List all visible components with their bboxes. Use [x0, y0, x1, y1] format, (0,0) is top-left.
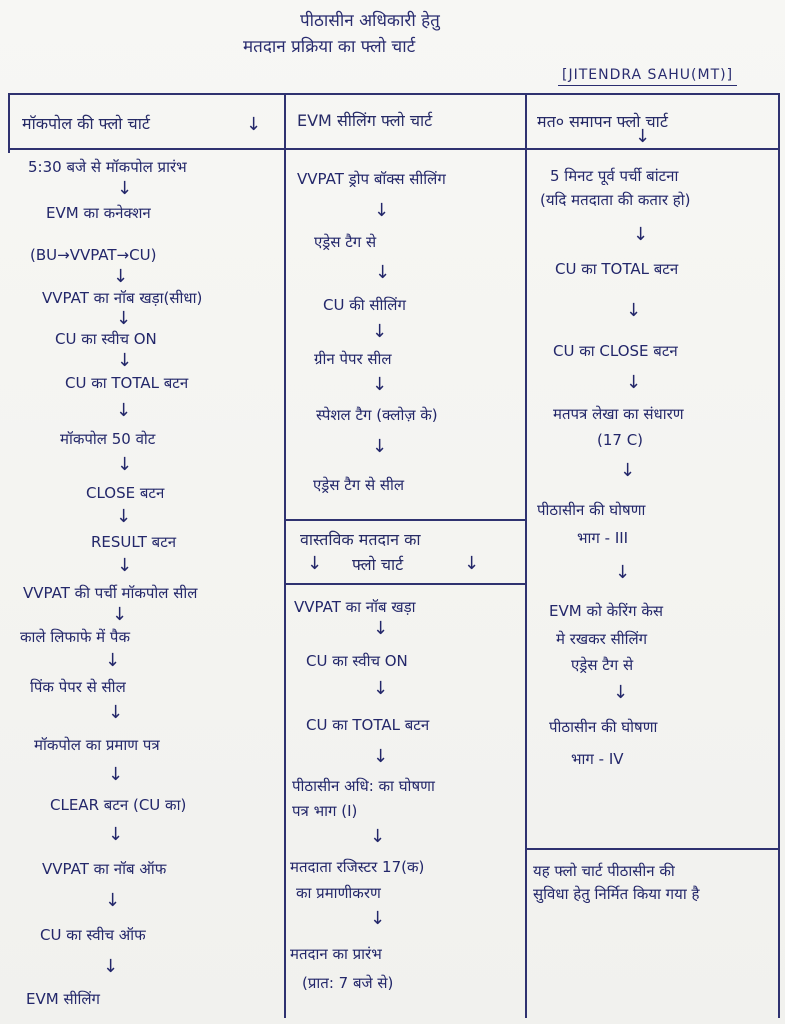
evm-sealing-step: स्पेशल टैग (क्लोज़ के) [316, 406, 438, 424]
mockpoll-step: RESULT बटन [91, 533, 177, 551]
actual-poll-step: का प्रमाणीकरण [296, 884, 381, 902]
poll-close-step: भाग - III [577, 529, 629, 547]
column-divider-1 [284, 93, 286, 1018]
down-arrow-icon: ↓ [108, 702, 124, 723]
mockpoll-step: EVM सीलिंग [26, 990, 100, 1008]
footer-note [533, 860, 783, 906]
footer-note-line2: सुविधा हेतु निर्मित किया गया है [533, 885, 700, 903]
author-label: [JITENDRA SAHU(MT)] [558, 67, 737, 86]
mockpoll-step: VVPAT की पर्ची मॉकपोल सील [23, 584, 198, 602]
down-arrow-icon: ↓ [105, 650, 121, 671]
evm-sealing-step: एड्रेस टैग से [314, 233, 377, 251]
mockpoll-step: (BU→VVPAT→CU) [30, 246, 157, 264]
actual-poll-step: मतदान का प्रारंभ [290, 945, 382, 963]
column-title-divider [8, 148, 778, 150]
down-arrow-icon: ↓ [117, 350, 133, 371]
actual-poll-title-line1: वास्तविक मतदान का [300, 530, 421, 549]
header-divider [8, 93, 778, 95]
down-arrow-icon: ↓ [113, 266, 129, 287]
down-arrow-icon: ↓ [372, 436, 388, 457]
down-arrow-icon: ↓ [615, 562, 631, 583]
actual-poll-step: VVPAT का नॉब खड़ा [294, 598, 416, 616]
column-divider-2 [525, 93, 527, 1018]
down-arrow-icon: ↓ [373, 618, 389, 639]
poll-close-step: (17 C) [597, 431, 644, 449]
down-arrow-icon: ↓ [620, 460, 636, 481]
poll-close-step: CU का TOTAL बटन [555, 260, 679, 278]
poll-close-column-title: मत० समापन फ्लो चार्ट [537, 112, 668, 131]
mockpoll-step: 5:30 बजे से मॉकपोल प्रारंभ [28, 158, 187, 176]
poll-close-step: 5 मिनट पूर्व पर्ची बांटना [550, 167, 679, 185]
actual-poll-title-right-arrow-icon: ↓ [464, 553, 480, 574]
mockpoll-step: CU का स्वीच ON [55, 330, 157, 348]
mockpoll-step: CU का स्वीच ऑफ [40, 926, 146, 944]
down-arrow-icon: ↓ [117, 178, 133, 199]
poll-close-step: मे रखकर सीलिंग [556, 630, 648, 648]
down-arrow-icon: ↓ [613, 682, 629, 703]
page-title-line1: पीठासीन अधिकारी हेतु [300, 11, 440, 31]
down-arrow-icon: ↓ [116, 308, 132, 329]
down-arrow-icon: ↓ [626, 300, 642, 321]
actual-poll-step: (प्रात: 7 बजे से) [302, 974, 394, 992]
down-arrow-icon: ↓ [112, 604, 128, 625]
note-top-divider [526, 848, 779, 850]
down-arrow-icon: ↓ [103, 956, 119, 977]
poll-close-step: भाग - IV [571, 750, 624, 768]
actual-poll-top-divider [285, 519, 526, 521]
down-arrow-icon: ↓ [117, 454, 133, 475]
poll-close-step: CU का CLOSE बटन [553, 342, 678, 360]
down-arrow-icon: ↓ [117, 555, 133, 576]
actual-poll-title-line2: फ्लो चार्ट [352, 555, 404, 574]
evm-sealing-step: CU की सीलिंग [323, 296, 406, 314]
down-arrow-icon: ↓ [108, 824, 124, 845]
mockpoll-step: EVM का कनेक्शन [46, 204, 151, 222]
down-arrow-icon: ↓ [372, 374, 388, 395]
down-arrow-icon: ↓ [108, 764, 124, 785]
actual-poll-step: पत्र भाग (I) [292, 802, 358, 820]
down-arrow-icon: ↓ [105, 890, 121, 911]
down-arrow-icon: ↓ [374, 200, 390, 221]
poll-close-step: एड्रेस टैग से [571, 656, 634, 674]
down-arrow-icon: ↓ [116, 400, 132, 421]
mockpoll-step: CLEAR बटन (CU का) [50, 796, 187, 814]
mockpoll-step: मॉकपोल का प्रमाण पत्र [34, 736, 160, 754]
down-arrow-icon: ↓ [370, 826, 386, 847]
poll-close-step: पीठासीन की घोषणा [549, 718, 658, 736]
left-border [8, 93, 10, 153]
down-arrow-icon: ↓ [375, 262, 391, 283]
actual-poll-step: पीठासीन अधि: का घोषणा [292, 777, 435, 795]
evm-sealing-column-title: EVM सीलिंग फ्लो चार्ट [297, 111, 433, 130]
mockpoll-step: CLOSE बटन [86, 484, 165, 502]
poll-close-step: पीठासीन की घोषणा [537, 501, 646, 519]
actual-poll-step: CU का स्वीच ON [306, 652, 408, 670]
mockpoll-column-title: मॉकपोल की फ्लो चार्ट [22, 114, 150, 133]
actual-poll-title-divider [285, 583, 526, 585]
evm-sealing-step: VVPAT ड्रोप बॉक्स सीलिंग [297, 170, 446, 188]
mockpoll-step: VVPAT का नॉब ऑफ [42, 860, 167, 878]
mockpoll-step: काले लिफाफे में पैक [20, 628, 130, 646]
poll-close-step: (यदि मतदाता की कतार हो) [540, 191, 691, 209]
down-arrow-icon: ↓ [373, 678, 389, 699]
mockpoll-step: पिंक पेपर से सील [30, 678, 126, 696]
down-arrow-icon: ↓ [372, 321, 388, 342]
down-arrow-icon: ↓ [633, 224, 649, 245]
mockpoll-step: मॉकपोल 50 वोट [60, 430, 156, 448]
actual-poll-step: CU का TOTAL बटन [306, 716, 430, 734]
evm-sealing-step: ग्रीन पेपर सील [314, 350, 392, 368]
mockpoll-title-arrow-icon: ↓ [246, 114, 262, 135]
mockpoll-step: CU का TOTAL बटन [65, 374, 189, 392]
poll-close-step: EVM को केरिंग केस [549, 602, 664, 620]
poll-close-step: मतपत्र लेखा का संधारण [553, 405, 684, 423]
down-arrow-icon: ↓ [116, 506, 132, 527]
actual-poll-step: मतदाता रजिस्टर 17(क) [290, 858, 425, 876]
poll-close-title-arrow-icon: ↓ [635, 126, 651, 147]
mockpoll-step: VVPAT का नॉब खड़ा(सीधा) [42, 289, 203, 307]
page-title-line2: मतदान प्रक्रिया का फ्लो चार्ट [243, 37, 416, 57]
down-arrow-icon: ↓ [626, 372, 642, 393]
down-arrow-icon: ↓ [370, 908, 386, 929]
down-arrow-icon: ↓ [373, 746, 389, 767]
actual-poll-title-left-arrow-icon: ↓ [307, 553, 323, 574]
evm-sealing-step: एड्रेस टैग से सील [313, 476, 405, 494]
footer-note-line1: यह फ्लो चार्ट पीठासीन की [533, 862, 675, 880]
